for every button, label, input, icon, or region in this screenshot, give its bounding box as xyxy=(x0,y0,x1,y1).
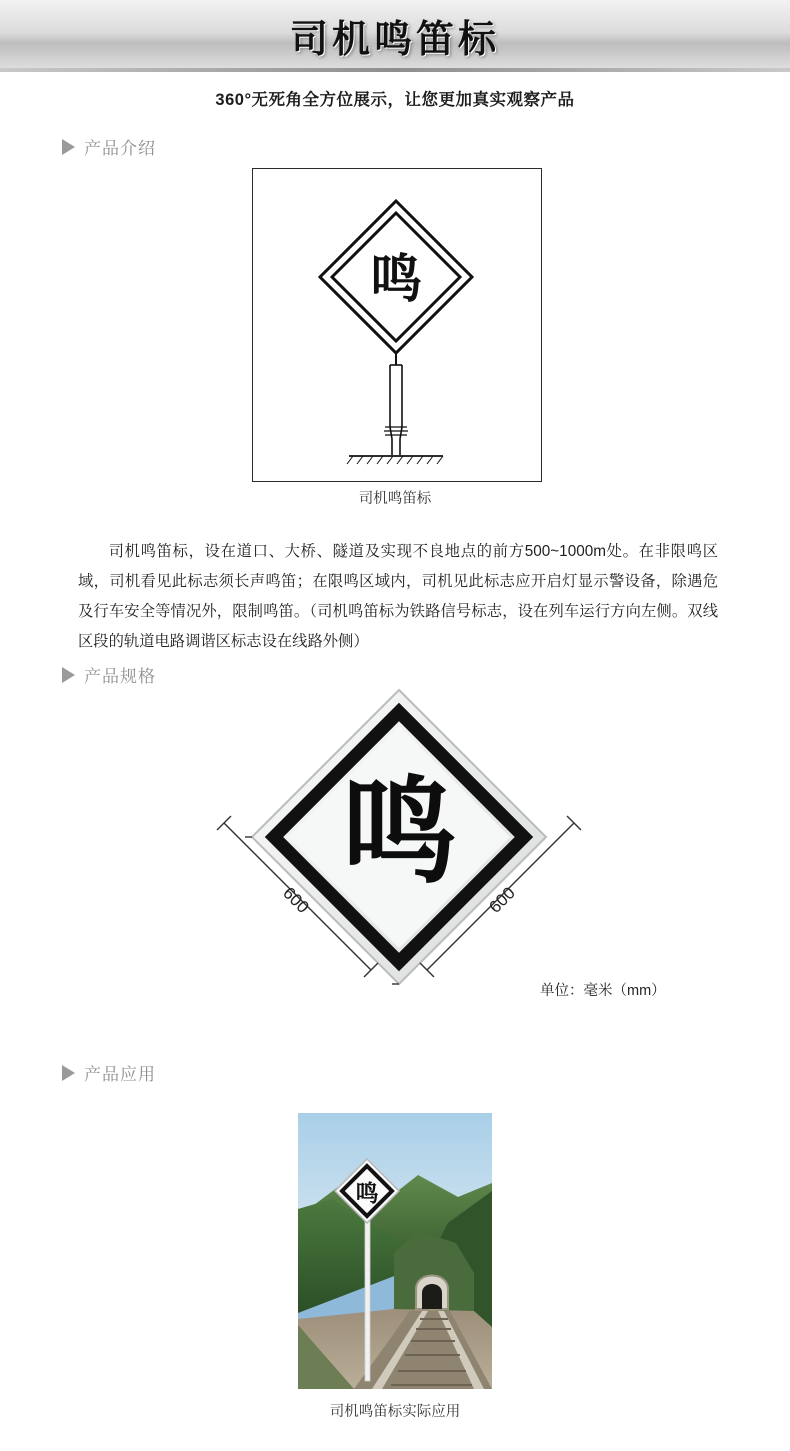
dim-left-label: 600 xyxy=(279,883,313,917)
product-intro-paragraph: 司机鸣笛标，设在道口、大桥、隧道及实现不良地点的前方500~1000m处。在非限鸣区域，司机看见此标志须长声鸣笛；在限鸣区域内，司机见此标志应开启灯显示警设备，除遇危及行车安全等情况外，限制鸣笛。（司机鸣笛标为铁路信号标志，设在列车运行方向左侧。双线区段的轨道电路调谐区标志设在线路外侧） xyxy=(78,543,718,651)
product-application-photo xyxy=(298,1113,492,1389)
spec-diamond-diagram xyxy=(196,676,601,1016)
dim-right-label: 600 xyxy=(485,883,519,917)
section-heading-application xyxy=(62,1060,156,1085)
spec-unit-note: 单位：毫米（mm） xyxy=(540,983,666,999)
page-header xyxy=(0,0,790,78)
figure-application-caption: 司机鸣笛标实际应用 xyxy=(329,1404,461,1420)
section-label-intro: 产品介绍 xyxy=(84,139,156,158)
section-label-application: 产品应用 xyxy=(84,1065,156,1084)
page-subtitle: 360°无死角全方位展示，让您更加真实观察产品 xyxy=(215,91,575,109)
section-label-spec: 产品规格 xyxy=(84,667,156,686)
triangle-right-icon xyxy=(62,667,75,683)
figure-intro-caption: 司机鸣笛标 xyxy=(358,491,432,507)
product-intro-illustration xyxy=(252,168,542,482)
field-photo-illustration xyxy=(298,1113,492,1389)
section-heading-intro xyxy=(62,134,156,159)
svg-text:鸣: 鸣 xyxy=(369,250,423,310)
product-spec-illustration xyxy=(196,676,601,1016)
sign-line-drawing xyxy=(253,169,539,479)
triangle-right-icon xyxy=(62,1065,75,1081)
page-title: 司机鸣笛标 xyxy=(289,17,500,61)
svg-text:鸣: 鸣 xyxy=(355,1181,379,1207)
section-heading-spec xyxy=(62,662,156,687)
triangle-right-icon xyxy=(62,139,75,155)
svg-text:鸣: 鸣 xyxy=(341,765,457,900)
